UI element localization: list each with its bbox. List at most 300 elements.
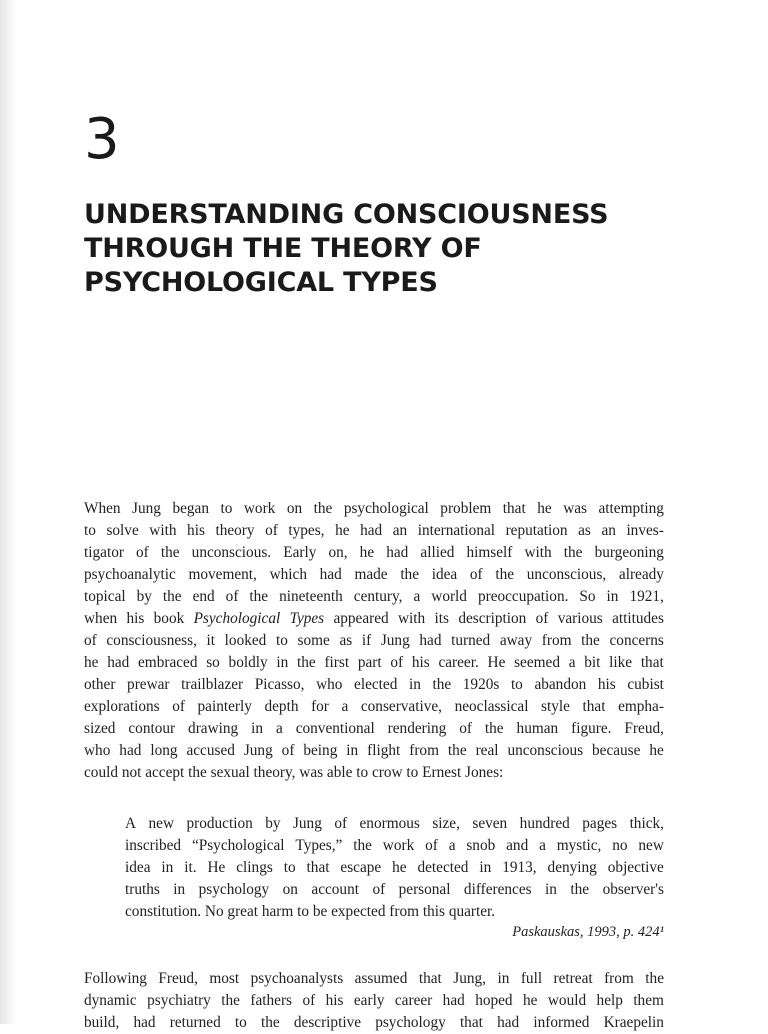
word: when (84, 610, 118, 627)
word: constitution. (125, 903, 202, 920)
chapter-title-line: UNDERSTANDING CONSCIOUSNESS (84, 199, 609, 230)
word: in (346, 742, 359, 759)
word: that (418, 970, 442, 987)
word: from (409, 742, 439, 759)
word: a (413, 588, 421, 605)
word: Jung, (453, 970, 486, 987)
word: the (570, 881, 590, 898)
word: of (535, 610, 549, 627)
word: 1920s (462, 676, 500, 693)
text-line (84, 498, 664, 520)
word: who (316, 676, 343, 693)
word: and (506, 837, 529, 854)
word: snob (466, 837, 496, 854)
word: some (297, 632, 330, 649)
word: had (119, 742, 142, 759)
word: elected (354, 676, 398, 693)
word: the (581, 632, 600, 649)
word: book (153, 610, 185, 627)
word: idea (431, 566, 458, 583)
word: of (265, 522, 278, 539)
word: to (283, 859, 296, 876)
word: account (311, 881, 359, 898)
word: in (479, 859, 492, 876)
word: it (206, 632, 216, 649)
word: had (419, 632, 442, 649)
word: already (618, 566, 664, 583)
word: to (406, 764, 419, 781)
word: unconscious (507, 742, 584, 759)
text-line (84, 762, 664, 784)
word: reputation (505, 522, 568, 539)
text-line (84, 608, 664, 630)
word: which (269, 566, 307, 583)
word: he (359, 544, 375, 561)
word: the (645, 970, 664, 987)
word: an (392, 522, 408, 539)
word: conventional (295, 720, 375, 737)
word: the (297, 654, 316, 671)
word: seemed (514, 654, 560, 671)
word: be (312, 903, 328, 920)
word: rendering (387, 720, 447, 737)
word: hundred (519, 815, 570, 832)
word: of (225, 588, 239, 605)
word: to (84, 522, 96, 539)
word: idea (125, 859, 151, 876)
word: he (537, 500, 552, 517)
word: had (442, 992, 465, 1009)
word: was (299, 764, 324, 781)
word: solve (106, 522, 139, 539)
word: a (539, 837, 546, 854)
word: by (265, 815, 281, 832)
word: cubist (627, 676, 664, 693)
word: new (148, 815, 175, 832)
word: had (360, 522, 383, 539)
word: tigator (84, 544, 124, 561)
word: his (411, 654, 430, 671)
word: allied (420, 544, 455, 561)
word: on (282, 881, 298, 898)
word: a (568, 654, 576, 671)
word: He (487, 654, 506, 671)
word: sized (84, 720, 116, 737)
word: the (313, 500, 333, 517)
word: size, (432, 815, 460, 832)
word: looked (224, 632, 267, 649)
text-line (84, 520, 664, 542)
text-line (125, 857, 664, 879)
word: with (149, 522, 177, 539)
word: of (425, 837, 438, 854)
text-line (125, 835, 664, 857)
word: by (136, 588, 152, 605)
word: empha- (618, 698, 664, 715)
word: clings (236, 859, 273, 876)
paragraph-2 (84, 968, 664, 1034)
word: the (160, 544, 180, 561)
word: in (173, 881, 186, 898)
word: help (596, 992, 623, 1009)
word: to (297, 903, 309, 920)
word: the (447, 742, 467, 759)
word: theory (215, 522, 255, 539)
word: of (84, 632, 97, 649)
word: escape (340, 859, 382, 876)
word: with (524, 544, 552, 561)
word: prewar (127, 676, 170, 693)
word: style (541, 698, 570, 715)
word: from (389, 903, 420, 920)
word: that (459, 1014, 483, 1031)
word: the (495, 566, 515, 583)
word: turned (451, 632, 491, 649)
word: nineteenth (279, 588, 343, 605)
word: had (133, 1014, 156, 1031)
word: career. (438, 654, 479, 671)
word: began (172, 500, 209, 517)
word: production (186, 815, 253, 832)
word: movement, (188, 566, 257, 583)
word: if (361, 632, 372, 649)
word: 1921, (629, 588, 664, 605)
word: in (545, 881, 557, 898)
word: descriptive (293, 1014, 362, 1031)
word: century, (353, 588, 403, 605)
word: returned (169, 1014, 221, 1031)
text-line (84, 564, 664, 586)
word: inves- (626, 522, 664, 539)
text-line (125, 901, 664, 923)
word: had (386, 544, 409, 561)
word: flight (367, 742, 401, 759)
word: international (417, 522, 496, 539)
word: psychiatry (147, 992, 211, 1009)
word: not (121, 764, 142, 781)
word: had (319, 566, 342, 583)
word: problem (440, 500, 492, 517)
word: painterly (197, 698, 252, 715)
word: unconscious. (191, 544, 272, 561)
word: himself (466, 544, 513, 561)
word: that (640, 654, 664, 671)
word: figure. (571, 720, 612, 737)
word: “Psychological (191, 837, 285, 854)
word: psychological (343, 500, 429, 517)
word: attitudes (612, 610, 664, 627)
chapter-title-line: PSYCHOLOGICAL TYPES (84, 267, 438, 298)
word: Freud, (624, 720, 664, 737)
word: contour (128, 720, 176, 737)
word: Picasso, (254, 676, 305, 693)
word: informed (533, 1014, 590, 1031)
word: mystic, (556, 837, 602, 854)
word: new (638, 837, 664, 854)
word: to (356, 764, 369, 781)
word: as (578, 522, 591, 539)
word: bit (584, 654, 601, 671)
word: embraced (138, 654, 198, 671)
word: Jones: (465, 764, 504, 781)
word: of (281, 742, 295, 759)
word: the (400, 566, 420, 583)
word: part (357, 654, 382, 671)
word: psychology (198, 881, 270, 898)
word: in (161, 859, 174, 876)
word: Types,” (295, 837, 343, 854)
word: world (431, 588, 467, 605)
word: burgeoning (594, 544, 664, 561)
word: he (523, 992, 538, 1009)
word: thick, (629, 815, 664, 832)
word: able (326, 764, 353, 781)
word: the (188, 764, 207, 781)
text-line (84, 740, 664, 762)
word: harm (261, 903, 294, 920)
word: When (84, 500, 121, 517)
word: of (469, 566, 483, 583)
word: that (306, 859, 330, 876)
word: trailblazer (181, 676, 244, 693)
word: Jung (292, 815, 322, 832)
word: in (606, 588, 619, 605)
chapter-number: 3 (84, 107, 120, 172)
word: depth (264, 698, 299, 715)
word: a (341, 698, 349, 715)
word: Jung (132, 500, 161, 517)
word: his (126, 610, 145, 627)
word: conservative, (360, 698, 442, 715)
text-line (84, 586, 664, 608)
word: would (547, 992, 587, 1009)
word: the (221, 992, 240, 1009)
word: denying (547, 859, 597, 876)
word: psychoanalysts (250, 970, 344, 987)
word: could (84, 764, 118, 781)
word: retreat (553, 970, 593, 987)
text-line (84, 968, 664, 990)
word: career (394, 992, 433, 1009)
word: Jung (243, 742, 273, 759)
word: enormous (359, 815, 420, 832)
word: theory, (253, 764, 296, 781)
word: Early (283, 544, 317, 561)
text-line (84, 696, 664, 718)
word: truths (125, 881, 160, 898)
word: Kraepelin (603, 1014, 664, 1031)
paragraph-1 (84, 498, 664, 784)
chapter-title-line: THROUGH THE THEORY OF (84, 233, 482, 264)
word: in (276, 654, 289, 671)
word: the (249, 588, 269, 605)
quote-citation: Paskauskas, 1993, p. 424¹ (512, 924, 664, 940)
word: Psychological (193, 610, 281, 627)
page-left-edge-shadow (0, 0, 16, 1024)
text-line (84, 674, 664, 696)
word: of (390, 654, 404, 671)
word: differences (463, 881, 532, 898)
word: no (612, 837, 628, 854)
word: personal (398, 881, 451, 898)
word: explorations (84, 698, 160, 715)
word: psychology (375, 1014, 446, 1031)
word: early (353, 992, 385, 1009)
word: he (649, 742, 664, 759)
word: end (192, 588, 215, 605)
word: preoccupation. (477, 588, 569, 605)
word: was (563, 500, 587, 517)
word: that (502, 500, 526, 517)
word: of (334, 815, 348, 832)
word: psychoanalytic (84, 566, 176, 583)
word: build, (84, 1014, 120, 1031)
word: the (162, 588, 182, 605)
word: them (633, 992, 664, 1009)
word: attempting (598, 500, 664, 517)
text-line (84, 630, 664, 652)
word: to (510, 676, 523, 693)
text-line (84, 652, 664, 674)
word: a (275, 720, 283, 737)
word: this (422, 903, 445, 920)
word: objective (607, 859, 664, 876)
word: boldly (228, 654, 268, 671)
word: Types (289, 610, 325, 627)
word: to (275, 632, 288, 649)
word: he (335, 522, 350, 539)
word: neoclassical (454, 698, 529, 715)
word: the (563, 544, 583, 561)
word: various (557, 610, 603, 627)
word: his (325, 992, 344, 1009)
word: human (516, 720, 559, 737)
word: abandon (534, 676, 587, 693)
word: accept (145, 764, 185, 781)
word: work (382, 837, 415, 854)
word: full (520, 970, 543, 987)
word: to (220, 500, 233, 517)
chapter-title (84, 198, 684, 300)
word: to (234, 1014, 247, 1031)
word: from (541, 632, 572, 649)
word: concerns (609, 632, 664, 649)
text-line (125, 813, 664, 835)
word: as (339, 632, 353, 649)
word: Ernest (422, 764, 462, 781)
word: great (227, 903, 258, 920)
word: He (207, 859, 226, 876)
word: other (84, 676, 116, 693)
word: from (604, 970, 634, 987)
word: the (484, 720, 504, 737)
word: in (251, 720, 264, 737)
word: A (125, 815, 137, 832)
text-line (84, 542, 664, 564)
word: being (303, 742, 338, 759)
word: that (582, 698, 606, 715)
word: dynamic (84, 992, 137, 1009)
word: assumed (354, 970, 408, 987)
word: of (172, 698, 185, 715)
word: the (261, 1014, 280, 1031)
word: observer's (602, 881, 664, 898)
word: on (286, 500, 303, 517)
block-quote (125, 813, 664, 923)
word: had (497, 1014, 520, 1031)
word: long (150, 742, 178, 759)
text-line (84, 990, 664, 1012)
word: real (475, 742, 499, 759)
word: for (311, 698, 329, 715)
word: work (243, 500, 276, 517)
word: unconscious, (526, 566, 607, 583)
word: who (84, 742, 111, 759)
word: pages (582, 815, 618, 832)
word: topical (84, 588, 126, 605)
word: his (597, 676, 616, 693)
word: consciousness, (106, 632, 197, 649)
word: No (204, 903, 224, 920)
word: his (187, 522, 205, 539)
word: had (107, 654, 130, 671)
word: expected (331, 903, 386, 920)
word: of (136, 544, 149, 561)
text-line (125, 879, 664, 901)
word: fathers (250, 992, 293, 1009)
word: he (392, 859, 407, 876)
word: the (353, 837, 372, 854)
word: description (458, 610, 527, 627)
word: on, (328, 544, 348, 561)
word: the (432, 676, 452, 693)
word: it. (184, 859, 197, 876)
word: appeared (333, 610, 389, 627)
word: So (579, 588, 596, 605)
word: hoped (475, 992, 513, 1009)
word: an (601, 522, 616, 539)
word: in (497, 970, 510, 987)
word: Following (84, 970, 147, 987)
text-line (84, 1012, 664, 1034)
word: of (302, 992, 316, 1009)
word: first (324, 654, 350, 671)
word: crow (371, 764, 403, 781)
word: because (592, 742, 641, 759)
word: accused (186, 742, 235, 759)
word: Freud, (158, 970, 198, 987)
word: so (206, 654, 220, 671)
word: like (609, 654, 633, 671)
text-line (84, 718, 664, 740)
word: seven (472, 815, 508, 832)
word: inscribed (125, 837, 182, 854)
word: detected (417, 859, 469, 876)
word: Jung (380, 632, 410, 649)
word: sexual (210, 764, 250, 781)
word: made (354, 566, 388, 583)
word: most (209, 970, 240, 987)
word: of (459, 720, 472, 737)
word: quarter. (448, 903, 496, 920)
word: with (398, 610, 426, 627)
word: of (372, 881, 386, 898)
word: types, (288, 522, 325, 539)
word: its (434, 610, 449, 627)
word: a (448, 837, 456, 854)
word: 1913, (502, 859, 537, 876)
word: drawing (188, 720, 239, 737)
